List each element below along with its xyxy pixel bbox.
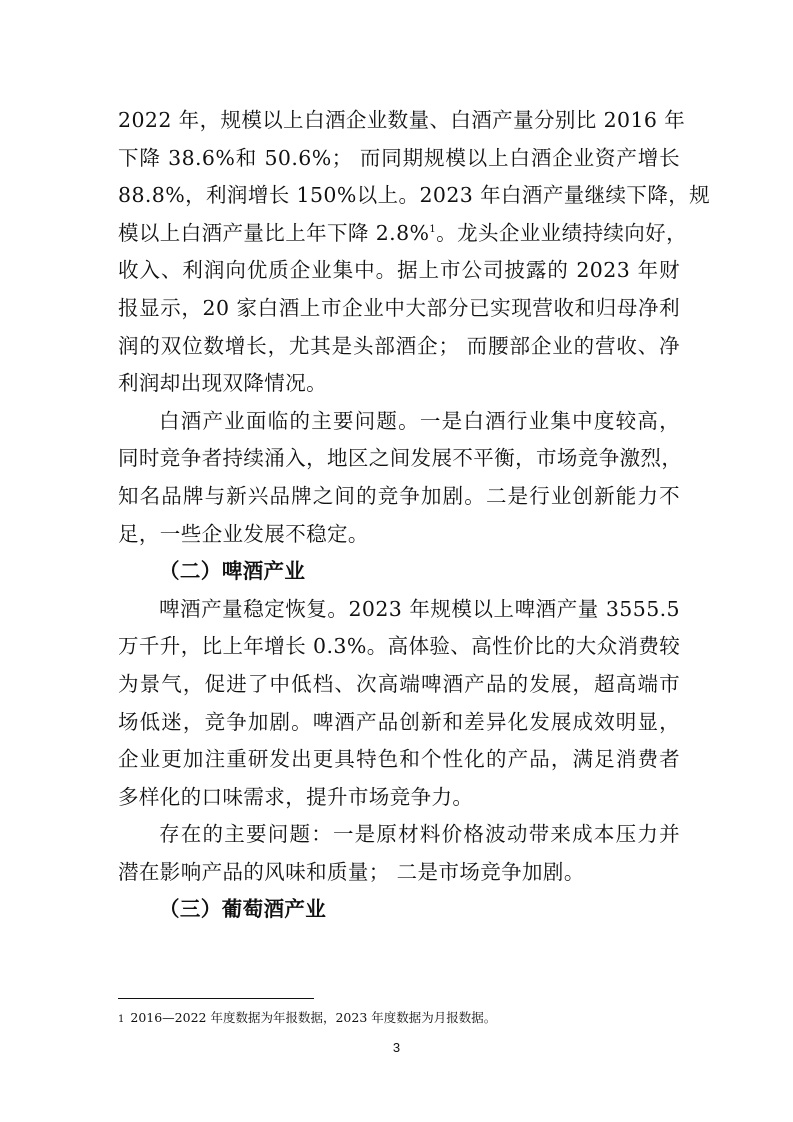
text-line: 报显示，20 家白酒上市企业中大部分已实现营收和归母净利 (118, 295, 680, 320)
text-line: 为景气，促进了中低档、次高端啤酒产品的发展，超高端市 (118, 671, 680, 696)
text-line: 润的双位数增长，尤其是头部酒企； 而腰部企业的营收、净 (118, 333, 680, 358)
text-line: 场低迷，竞争加剧。啤酒产品创新和差异化发展成效明显， (118, 709, 680, 734)
text-segment: 模以上白酒产量比上年下降 2.8% (118, 220, 430, 245)
text-line: 下降 38.6%和 50.6%； 而同期规模以上白酒企业资产增长 (118, 145, 680, 170)
footnote-divider (118, 998, 314, 999)
text-line: 足，一些企业发展不稳定。 (118, 521, 369, 546)
text-line: 知名品牌与新兴品牌之间的竞争加剧。二是行业创新能力不 (118, 483, 680, 508)
text-line (118, 215, 687, 253)
paragraph-first-line: 白酒产业面临的主要问题。一是白酒行业集中度较高， (159, 408, 680, 433)
paragraph-first-line: 存在的主要问题：一是原材料价格波动带来成本压力并 (159, 822, 680, 847)
paragraph-first-line: 啤酒产量稳定恢复。2023 年规模以上啤酒产量 3555.5 (159, 596, 680, 621)
text-line: 企业更加注重研发出更具特色和个性化的产品，满足消费者 (118, 747, 680, 772)
text-line: 多样化的口味需求，提升市场竞争力。 (118, 784, 474, 809)
text-line: 收入、利润向优质企业集中。据上市公司披露的 2023 年财 (118, 258, 680, 283)
footnote-mark: 1 (118, 1014, 125, 1025)
text-line: 利润却出现双降情况。 (118, 371, 327, 396)
footnote-reference[interactable]: 1 (429, 223, 437, 235)
footnote (118, 1010, 496, 1028)
text-line: 同时竞争者持续涌入，地区之间发展不平衡，市场竞争激烈， (118, 446, 683, 471)
section-heading-beer: （二）啤酒产业 (159, 559, 306, 584)
text-segment: 。龙头企业业绩持续向好， (436, 220, 687, 245)
text-line: 2022 年，规模以上白酒企业数量、白酒产量分别比 2016 年 (118, 108, 686, 132)
text-line: 潜在影响产品的风味和质量； 二是市场竞争加剧。 (118, 859, 585, 884)
page-number: 3 (392, 1040, 401, 1055)
text-line: 万千升，比上年增长 0.3%。高体验、高性价比的大众消费较 (118, 634, 681, 659)
text-line: 88.8%，利润增长 150%以上。2023 年白酒产量继续下降，规 (118, 183, 711, 208)
section-heading-wine: （三）葡萄酒产业 (159, 897, 327, 922)
document-body (118, 102, 711, 929)
footnote-text: 2016—2022 年度数据为年报数据，2023 年度数据为月报数据。 (130, 1010, 497, 1025)
